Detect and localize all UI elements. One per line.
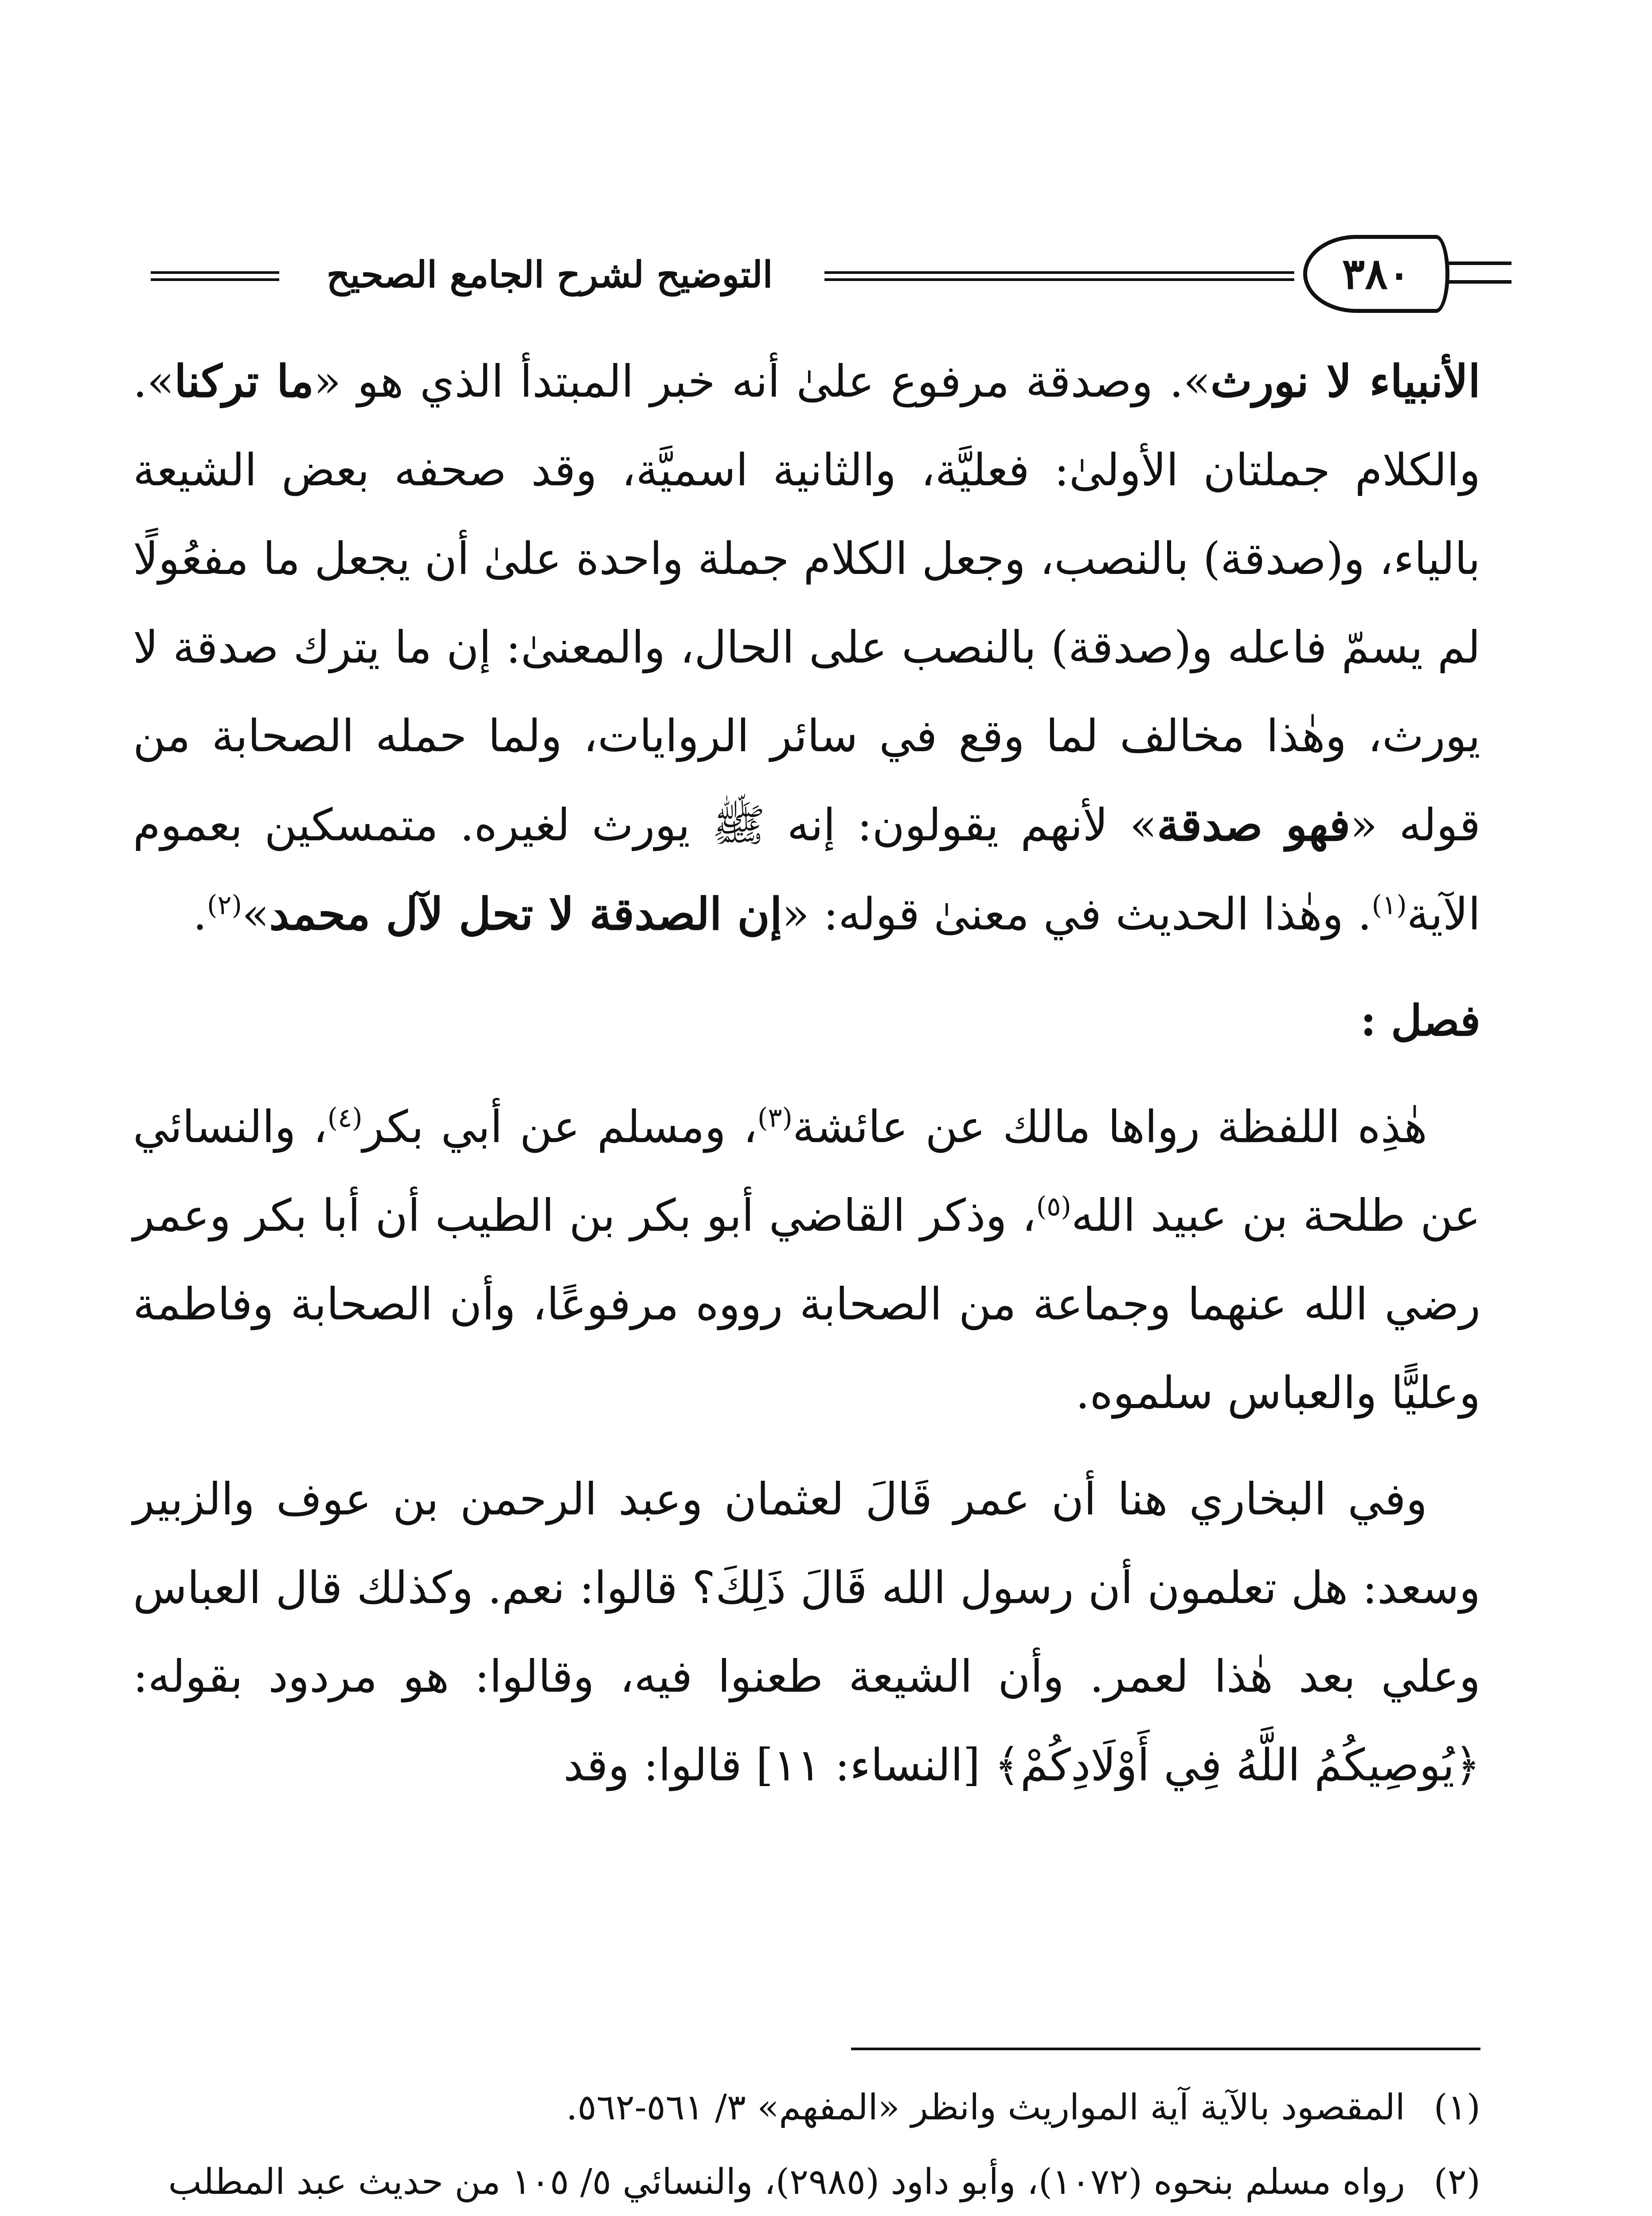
- footnote-ref-3[interactable]: (٣): [757, 1102, 793, 1134]
- page-header: [133, 230, 1507, 319]
- text-run: ». وصدقة مرفوع علىٰ أنه خبر المبتدأ الذي هو «: [314, 355, 1211, 407]
- bold-phrase: الأنبياء لا نورث: [1210, 355, 1480, 407]
- footnote-ref-4[interactable]: (٤): [327, 1102, 363, 1134]
- text-run: .: [193, 888, 207, 940]
- main-text: [133, 337, 1480, 1810]
- text-run: هٰذِه اللفظة رواها مالك عن عائشة: [792, 1101, 1427, 1153]
- header-rule-middle: [824, 271, 1294, 281]
- page-number: ٣٨٠: [1342, 249, 1411, 299]
- running-title: التوضيح لشرح الجامع الصحيح: [326, 254, 773, 296]
- text-run: » لأنهم يقولون: إنه ﷺ يورث لغيره. متمسكين بعموم الآية: [133, 799, 1480, 940]
- text-run: . وهٰذا الحديث في معنىٰ قوله: «: [782, 888, 1372, 940]
- footnote-ref-1[interactable]: (١): [1371, 890, 1407, 921]
- bold-phrase: فهو صدقة: [1156, 799, 1351, 851]
- footnote-item: [133, 2149, 1480, 2216]
- text-run: »: [242, 888, 269, 940]
- section-heading: فصل :: [1360, 995, 1480, 1046]
- text-run: ، وذكر القاضي أبو بكر بن الطيب أن أبا بكر وعمر رضي الله عنهما وجماعة من الصحابة رووه مرفوعًا، وأن الصحابة وفاطمة وعليًّا والعباس سلموه.: [133, 1190, 1480, 1419]
- bold-phrase: ما تركنا: [174, 355, 314, 407]
- footnote-ref-2[interactable]: (٢): [207, 890, 242, 921]
- footnote-number: (١): [1433, 2087, 1480, 2128]
- footnotes: [133, 2074, 1480, 2216]
- footnote-number: (٢): [1433, 2161, 1480, 2202]
- footnote-separator: [851, 2048, 1480, 2050]
- text-run: ، والنسائي عن طلحة بن عبيد الله: [133, 1101, 1481, 1241]
- page-number-ornament-tail: [1445, 261, 1511, 284]
- footnote-item: [133, 2074, 1480, 2141]
- bold-phrase: إن الصدقة لا تحل لآل محمد: [269, 888, 782, 940]
- header-rule-left: [151, 271, 279, 281]
- paragraph-2: [133, 1083, 1480, 1437]
- paragraph-1: [133, 337, 1480, 959]
- text-run: ». والكلام جملتان الأولىٰ: فعليَّة، والثانية اسميَّة، وقد صحفه بعض الشيعة بالياء، و(صدقة) بالنصب، وجعل الكلام جملة واحدة علىٰ أن يجعل ما مفعُولًا لم يسمّ فاعله و(صدقة) بالنصب على الحال، والمعنىٰ: إن ما يترك صدقة لا يورث، وهٰذا مخالف لما وقع في سائر الروايات، ولما حمله الصحابة من قوله «: [133, 355, 1481, 851]
- page-number-badge: [1303, 235, 1449, 313]
- footnote-text: المقصود بالآية آية المواريث وانظر «المفهم» ٣/ ٥٦١-٥٦٢.: [566, 2087, 1405, 2128]
- footnote-ref-5[interactable]: (٥): [1036, 1191, 1071, 1222]
- text-run: ، ومسلم عن أبي بكر: [362, 1101, 758, 1153]
- footnote-text: رواه مسلم بنحوه (١٠٧٢)، وأبو داود (٢٩٨٥)، والنسائي ٥/ ١٠٥ من حديث عبد المطلب: [168, 2161, 1405, 2202]
- paragraph-3: وفي البخاري هنا أن عمر قَالَ لعثمان وعبد الرحمن بن عوف والزبير وسعد: هل تعلمون أن رسول الله قَالَ ذَلِكَ؟ قالوا: نعم. وكذلك قال العباس وعلي بعد هٰذا لعمر. وأن الشيعة طعنوا فيه، وقالوا: هو مردود بقوله: ﴿يُوصِيكُمُ اللَّهُ فِي أَوْلَادِكُمْ﴾ [النساء: ١١] قالوا: وقد: [133, 1473, 1480, 1791]
